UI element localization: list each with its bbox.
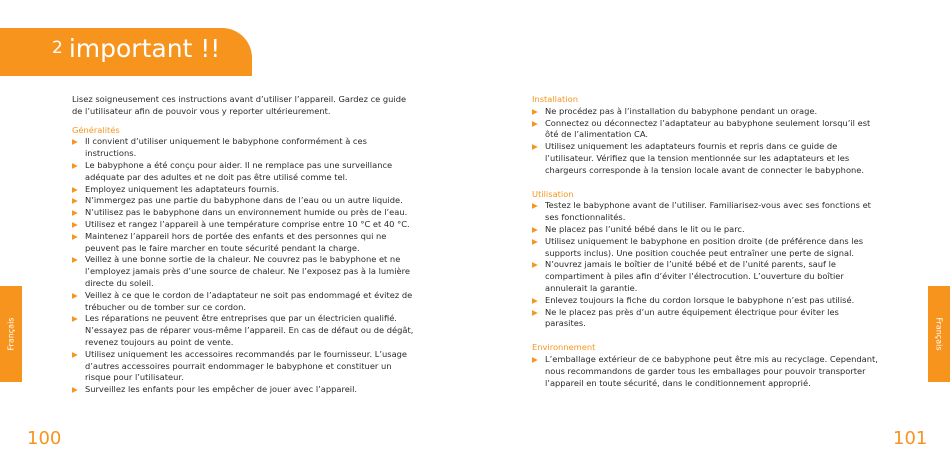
bullet-arrow-icon: ▶ [72,385,78,395]
section-heading: Installation [532,94,578,104]
bullet-arrow-icon: ▶ [532,224,538,234]
list-item [72,207,418,219]
list-item [72,349,418,384]
bullet-arrow-icon: ▶ [72,184,78,194]
page-number-right: 101 [893,428,928,449]
bullet-arrow-icon: ▶ [72,290,78,300]
list-item-text: Ne le placez pas près d’un autre équipement électrique pour éviter les parasites. [545,306,839,329]
bullet-arrow-icon: ▶ [72,231,78,241]
header-title [52,34,220,63]
list-item-text: Les réparations ne peuvent être entreprises que par un électricien qualifié. N’essayez pas de réparer vous-même l’appareil. En cas de défaut ou de dégât, revenez toujours au point de vente. [85,313,414,347]
side-tab-label: Français [934,317,944,351]
bullet-arrow-icon: ▶ [532,260,538,270]
bullet-arrow-icon: ▶ [72,314,78,324]
list-item [72,254,418,289]
page-number-left: 100 [27,428,62,449]
list-item-text: Il convient d’utiliser uniquement le babyphone conformément à ces instructions. [85,136,367,159]
list-item-text: Veillez à ce que le cordon de l’adaptateur ne soit pas endommagé et évitez de trébucher ou de tomber sur ce cordon. [85,289,413,312]
list-item-text: Employez uniquement les adaptateurs fournis. [85,183,280,194]
side-tab-right [928,286,950,382]
list-item-text: Connectez ou déconnectez l’adaptateur au babyphone seulement lorsqu’il est ôté de l’alimentation CA. [545,117,871,140]
list-item [532,141,878,176]
list-item [532,106,878,118]
list-item-text: Testez le babyphone avant de l’utiliser. Familiarisez-vous avec ses fonctions et ses fonctionnalités. [545,200,871,223]
section-heading: Utilisation [532,188,574,199]
bullet-list [72,136,418,396]
list-item [532,224,878,236]
list-item [72,195,418,207]
left-sections [72,125,418,396]
list-item [72,384,418,396]
bullet-arrow-icon: ▶ [72,196,78,206]
chapter-number: 2 [52,38,63,58]
bullet-list [532,200,878,330]
section [72,125,418,396]
list-item-text: Utilisez et rangez l’appareil à une température comprise entre 10 °C et 40 °C. [85,218,410,229]
list-item-text: Ne procédez pas à l’installation du babyphone pendant un orage. [545,105,818,116]
list-item-text: N’immergez pas une partie du babyphone dans de l’eau ou un autre liquide. [85,195,403,206]
bullet-arrow-icon: ▶ [72,349,78,359]
left-page-content [72,94,418,408]
list-item [72,184,418,196]
bullet-arrow-icon: ▶ [532,142,538,152]
list-item [72,313,418,348]
intro-paragraph: Lisez soigneusement ces instructions avant d’utiliser l’appareil. Gardez ce guide de l’utilisateur afin de pouvoir vous y reporter ultérieurement. [72,94,407,116]
list-item-text: Le babyphone a été conçu pour aider. Il ne remplace pas une surveillance adéquate par des adultes et ne doit pas être utilisé comme tel. [85,159,393,182]
bullet-arrow-icon: ▶ [532,354,538,364]
bullet-arrow-icon: ▶ [532,118,538,128]
list-item [532,307,878,331]
list-item-text: Utilisez uniquement le babyphone en position droite (de préférence dans les supports inclus). Une position couchée peut entraîner une perte de signal. [545,235,864,258]
section [532,342,878,389]
list-item-text: Utilisez uniquement les adaptateurs fournis et repris dans ce guide de l’utilisateur. Vérifiez que la tension mentionnée sur les adaptateurs et les chargeurs corresponde à la tension locale avant de connecter le babyphone. [545,141,865,175]
list-item-text: Surveillez les enfants pour les empêcher de jouer avec l’appareil. [85,384,358,395]
list-item-text: N’ouvrez jamais le boîtier de l’unité bébé et de l’unité parents, sauf le compartiment à piles afin d’éviter l’électrocution. L’ouverture du boîtier annulerait la garantie. [545,259,844,293]
list-item [72,219,418,231]
list-item [532,354,878,389]
right-page-content [532,94,878,401]
bullet-arrow-icon: ▶ [72,160,78,170]
list-item [532,236,878,260]
list-item-text: Utilisez uniquement les accessoires recommandés par le fournisseur. L’usage d’autres accessoires pourrait endommager le babyphone et constituer un risque pour l’utilisateur. [85,348,408,383]
list-item [72,160,418,184]
bullet-list [532,106,878,177]
side-tab-label: Français [6,317,16,351]
bullet-arrow-icon: ▶ [532,236,538,246]
list-item [532,200,878,224]
list-item-text: L’emballage extérieur de ce babyphone peut être mis au recyclage. Cependant, nous recommandons de garder tous les emballages pour pouvoir transporter l’appareil en toute sécurité, dans le conditionnement approprié. [545,353,878,388]
section-heading: Environnement [532,342,596,353]
bullet-list [532,354,878,389]
bullet-arrow-icon: ▶ [532,201,538,211]
bullet-arrow-icon: ▶ [532,295,538,305]
chapter-title: important !! [68,34,221,63]
list-item-text: Veillez à une bonne sortie de la chaleur. Ne couvrez pas le babyphone et ne l’employez jamais près d’une source de chaleur. Ne l’exposez pas à la lumière directe du soleil. [85,254,410,288]
right-sections [532,94,878,389]
list-item [532,259,878,294]
list-item [532,295,878,307]
list-item-text: Maintenez l’appareil hors de portée des enfants et des personnes qui ne peuvent pas le faire marcher en toute sécurité pendant la charge. [85,230,387,253]
list-item-text: Enlevez toujours la fiche du cordon lorsque le babyphone n’est pas utilisé. [545,294,855,305]
bullet-arrow-icon: ▶ [72,255,78,265]
list-item-text: Ne placez pas l’unité bébé dans le lit ou le parc. [545,223,745,234]
list-item [72,290,418,314]
bullet-arrow-icon: ▶ [72,137,78,147]
list-item [532,118,878,142]
section-heading: Généralités [72,124,120,135]
bullet-arrow-icon: ▶ [532,106,538,116]
bullet-arrow-icon: ▶ [72,219,78,229]
bullet-arrow-icon: ▶ [532,307,538,317]
section [532,189,878,331]
list-item [72,231,418,255]
side-tab-left [0,286,22,382]
section [532,94,878,177]
list-item-text: N’utilisez pas le babyphone dans un environnement humide ou près de l’eau. [85,207,408,218]
list-item [72,136,418,160]
bullet-arrow-icon: ▶ [72,208,78,218]
